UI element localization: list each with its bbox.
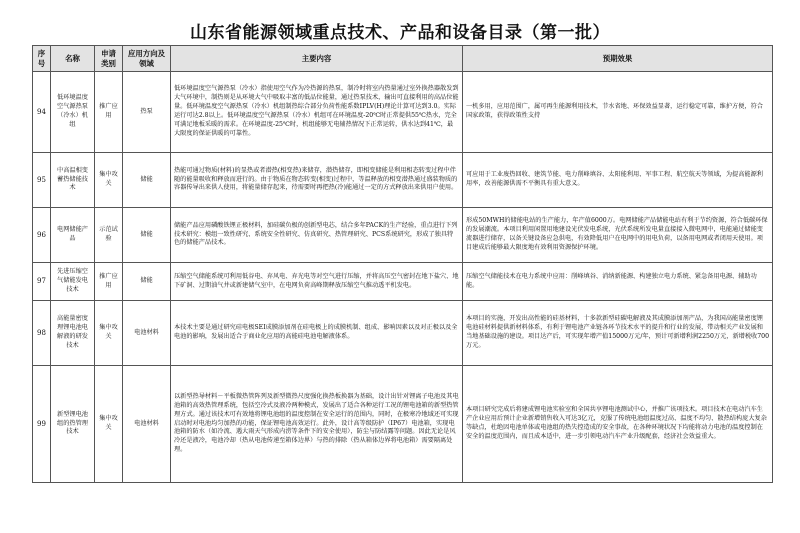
- row-content: 低环境温度空气源热泵（冷水）指使用空气作为冷热源的热泵，制冷时将室内热量通过室外换热器散发到大气环境中，制热则是从环境大气中吸取丰富的低品位能量，通过热泵技术，输出可直接利用的高品位能量。低环境温度空气源热泵（冷水）机组制热综合部分负荷性能系数IPLV(H)理论计算可达到3.0。实际运行可达2.8以上。低环境温度空气源热泵（冷水）机组可在环境温度-20℃时正常提供55℃热水，完全可满足地板采暖的需求。在环境温度-25℃时，机组能够无电辅热情况下正常运转，供水达到41℃，最大限度的保证供暖的可靠性。: [171, 72, 463, 153]
- row-domain: 储能: [123, 153, 171, 208]
- row-name: 先进压缩空气储能发电技术: [51, 263, 95, 301]
- row-effect: 本项目的实施，开发出高性能的硅基材料，十多款新型硅碳电解液及其成膜添加剂产品，为我国高能量密度锂电池硅材料提供新材料体系，有利于锂电池产业链各环节技术水平的提升和行业的发展，带动相关产业发展和当地基础设施的建设。项目达产后，可实现年增产值15000万元/年，预计可新增利润2250万元，新增税收700万元。: [463, 301, 773, 366]
- row-name: 中高温相变蓄热储能技术: [51, 153, 95, 208]
- row-seq: 97: [33, 263, 51, 301]
- row-type: 集中攻关: [95, 301, 123, 366]
- table-row: [33, 153, 773, 208]
- document-title: 山东省能源领域重点技术、产品和设备目录（第一批）: [190, 23, 610, 43]
- header-seq: 序号: [33, 46, 51, 72]
- row-domain: 储能: [123, 263, 171, 301]
- row-effect: 形成50MWH的储能电站的生产能力，年产值6000万。电网储能产品储能电站有利于节约资源，符合低碳环保的发展潮流。本项目利用闲置用地建设光伏发电系统，光伏系统所发电量直接接入微电网中，电能通过储能变流器进行储存，以备关键设备应急供电，有效降低用户在电网中的用电负荷，以备用电网或者闭用天使用。项目建成后能够最大限度地有效利用资源保护环境。: [463, 208, 773, 263]
- row-content: 本技术主要是通过研究硅电极SEI成膜添加剂在硅电极上的成膜机制、组成、影响因素以及对正极以及全电池的影响，发展出适合于商业化应用的高能硅电池电解液体系。: [171, 301, 463, 366]
- header-effect: 预期效果: [463, 46, 773, 72]
- row-content: 热能可通过物质(材料)的显热或者潜热(相变热)来储存，潜热储存，即相变储能是利用相态转变过程中伴随的能量吸收和释放而进行的。由于物质在物态转变(相变)过程中，等温释放的相变潜热通过盛装物质的容器传导出来供人使用，将能量储存起来，待需要时再把热(冷)能通过一定的方式释放出来供用户使用。: [171, 153, 463, 208]
- row-seq: 94: [33, 72, 51, 153]
- row-effect: 可应用于工业废热回收、建筑节能、电力削峰填谷、太阳能利用、军事工程、航空航天等领域，为提高能源利用率，改善能源供需不平衡具有重大意义。: [463, 153, 773, 208]
- header-domain: 应用方向及领域: [123, 46, 171, 72]
- row-content: 压缩空气储能系统可利用低谷电、弃风电、弃光电等对空气进行压缩，并将高压空气密封在地下盐穴、地下矿洞、过期油气井或新建储气室中，在电网负荷高峰期释放压缩空气推动透平机发电。: [171, 263, 463, 301]
- row-effect: 一机多用，应用范围广，属可再生能源利用技术，节水省地、环保效益显著，运行稳定可靠，维护方便，符合国家政策，获得政策性支持: [463, 72, 773, 153]
- row-name: 电网储能产品: [51, 208, 95, 263]
- row-content: 以新型热导材料－平板微热管阵列及新型微热尺度强化换热板换器为基础，设计出针对锂离子电池及其电池箱的高效热管理系统，包括空冷式及液冷两种模式，发展出了适合各种运行工况的锂电池箱的新型热管理方式。通过该技术可有效地将锂电池组的温度控制在安全运行的范围内，同时，在极寒冷地域还可实现启动时对电池均匀加热的功能，保证锂电池高效运行。此外，设计高等级防护（IP67）电池箱，实现电池箱的防水（如冷流、遇大雨天气形成内涝等条件下的安全使用），防尘与防结露等问题。因此无论是风冷还是液冷，电池冷却（热从电池传递至箱体边界）与热的排除（热从箱体边界将电池箱）需要隔离处理。: [171, 366, 463, 483]
- row-effect: 压缩空气储能技术在电力系统中应用：削峰填谷、消纳新能源、构建独立电力系统、紧急备用电源、辅助功能。: [463, 263, 773, 301]
- header-type: 申请类别: [95, 46, 123, 72]
- row-seq: 98: [33, 301, 51, 366]
- row-type: 集中攻关: [95, 366, 123, 483]
- table-header-row: [33, 46, 773, 72]
- row-name: 高能量密度理锂电池电解液的研发技术: [51, 301, 95, 366]
- table-row: [33, 72, 773, 153]
- table-row: [33, 208, 773, 263]
- row-type: 推广应用: [95, 263, 123, 301]
- row-seq: 96: [33, 208, 51, 263]
- row-domain: 热泵: [123, 72, 171, 153]
- row-domain: 电池材料: [123, 366, 171, 483]
- row-effect: 本项目研究完成后将建成锂电池实验室和全国共享锂电池测试中心，并推广该项技术。项目技术在电动汽车生产企业应用后预计企业新增销售收入可达3亿元，克服了传统电池组温度过高、温度不均匀、散热结构庞大复杂等缺点，杜绝因电池单体或电池组的热失控造成的安全事故，在各种环境状况下均能将动力电池的温度控制在安全的温度范围内，而且成本适中，进一步引领电动汽车产业升级配套，经济社会效益重大。: [463, 366, 773, 483]
- header-name: 名称: [51, 46, 95, 72]
- row-seq: 99: [33, 366, 51, 483]
- row-name: 新型锂电池组的热管理技术: [51, 366, 95, 483]
- row-content: 储能产品应用磷酸铁锂正极材料，加硅碳负极的创新型电芯，结合多年PACK的生产经验，重点进行下列技术研究：模组一致性研究、系统安全性研究、仿真研究、热管理研究、PCS系统研究，形成了独具特色的储能产品技术。: [171, 208, 463, 263]
- row-type: 集中攻关: [95, 153, 123, 208]
- table-row: [33, 263, 773, 301]
- row-domain: 储能: [123, 208, 171, 263]
- table-row: [33, 301, 773, 366]
- header-content: 主要内容: [171, 46, 463, 72]
- table-row: [33, 366, 773, 483]
- row-seq: 95: [33, 153, 51, 208]
- catalog-table: [32, 45, 773, 483]
- row-name: 低环境温度空气源热泵（冷水）机组: [51, 72, 95, 153]
- row-type: 示范试验: [95, 208, 123, 263]
- row-domain: 电池材料: [123, 301, 171, 366]
- row-type: 推广应用: [95, 72, 123, 153]
